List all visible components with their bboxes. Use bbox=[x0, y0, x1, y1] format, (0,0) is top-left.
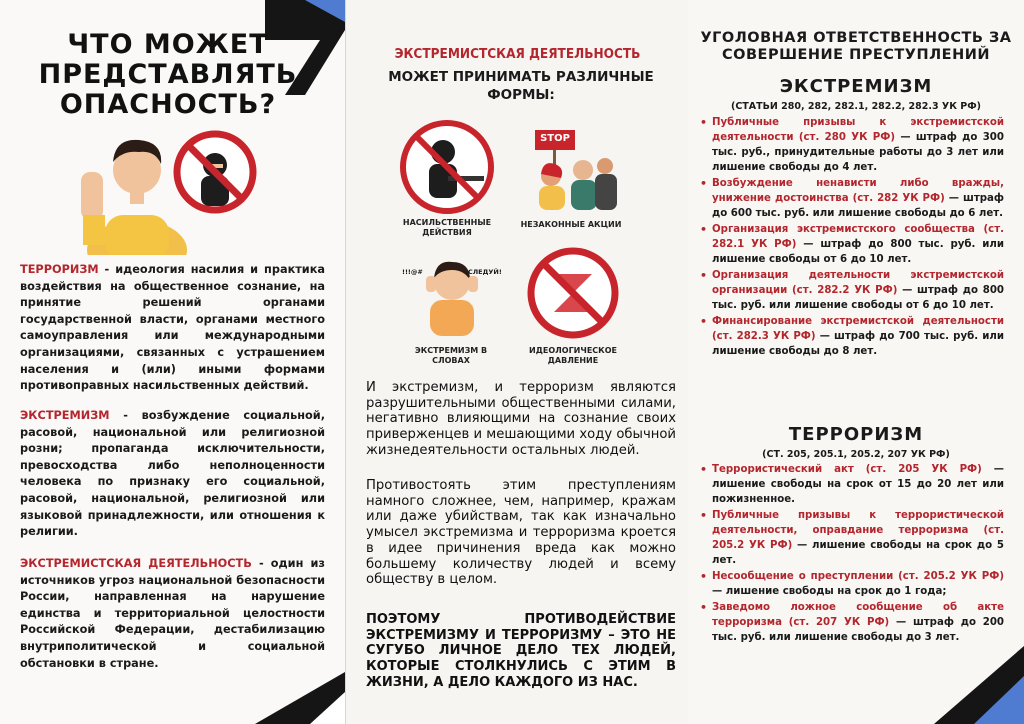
paragraph-counteraction: Противостоять этим преступлениям намного сложнее, чем, например, кражам или даже убийствам, так как изначально умысел экстремизма и терроризма кроется в идее причинения вреда как можно большему количеству людей и всему обществу в целом. bbox=[366, 478, 676, 588]
panel-left-title bbox=[34, 30, 302, 120]
speech-bubble-right: СЛЕДУЙ! bbox=[468, 268, 502, 276]
covering-ears-person-icon bbox=[404, 252, 499, 337]
penalty-text: — штраф до 800 тыс. руб. или лишение свободы от 6 до 10 лет. bbox=[712, 239, 1005, 265]
list-item: • Финансирование экстремистской деятельности (ст. 282.3 УК РФ) — штраф до 700 тыс. руб. или лишение свободы до 8 лет. bbox=[700, 315, 1004, 357]
panel-right bbox=[688, 0, 1024, 724]
liability-title: УГОЛОВНАЯ ОТВЕТСТВЕННОСТЬ ЗА СОВЕРШЕНИЕ ПРЕСТУПЛЕНИЙ bbox=[700, 30, 1012, 63]
paragraph-destructive-forces: И экстремизм, и терроризм являются разрушительными общественными силами, негативно влияющими на сознание своих приверженцев и мешающими ходу обычной жизнедеятельности остальных людей. bbox=[366, 380, 676, 458]
list-item: • Террористический акт (ст. 205 УК РФ) — лишение свободы на срок от 15 до 20 лет или пожизненное. bbox=[700, 463, 1004, 505]
definition-extremist-activity bbox=[20, 556, 325, 672]
penalty-text: — лишение свободы на срок от 15 до 20 лет или пожизненное. bbox=[712, 464, 1004, 505]
penalty-text: — штраф до 200 тыс. руб. или лишение свободы до 3 лет. bbox=[712, 617, 1004, 643]
stop-sign-label: STOP bbox=[540, 133, 570, 144]
definition-text: - идеология насилия и практика воздействия на общественное сознание, на принятие решений органами государственной власти, органами местного самоуправления или международными организациями, связанных с устрашением населения и (или) иными формами противоправных насильственных действий. bbox=[20, 263, 325, 393]
forms-heading-red: ЭКСТРЕМИСТСКАЯ ДЕЯТЕЛЬНОСТЬ bbox=[394, 46, 641, 62]
penalty-text: — лишение свободы на срок до 1 года; bbox=[712, 586, 947, 597]
forms-heading: МОЖЕТ ПРИНИМАТЬ РАЗЛИЧНЫЕ ФОРМЫ: bbox=[388, 69, 654, 103]
list-item: • Публичные призывы к террористической деятельности, оправдание терроризма (ст. 205.2 УК РФ) — лишение свободы на срок до 5 лет. bbox=[700, 509, 1004, 566]
offense-label: Финансирование экстремистской деятельности (ст. 282.3 УК РФ) bbox=[712, 316, 1004, 342]
speech-bubble-left: !!!@# bbox=[402, 268, 423, 276]
definition-extremism bbox=[20, 408, 325, 541]
corner-decoration-bottom-right bbox=[255, 672, 345, 724]
form-caption: ЭКСТРЕМИЗМ В СЛОВАХ bbox=[414, 346, 488, 365]
title-line: ПРЕДСТАВЛЯТЬ bbox=[38, 59, 298, 90]
term-label: ЭКСТРЕМИСТСКАЯ ДЕЯТЕЛЬНОСТЬ bbox=[20, 557, 252, 570]
terrorism-articles: (СТ. 205, 205.1, 205.2, 207 УК РФ) bbox=[762, 449, 950, 460]
form-caption: НЕЗАКОННЫЕ АКЦИИ bbox=[520, 220, 622, 229]
extremism-articles: (СТАТЬИ 280, 282, 282.1, 282.2, 282.3 УК РФ) bbox=[730, 101, 982, 112]
list-item: • Возбуждение ненависти либо вражды, унижение достоинства (ст. 282 УК РФ) — штраф до 600 тыс. руб. или лишение свободы до 6 лет. bbox=[700, 177, 1004, 219]
term-label: ТЕРРОРИЗМ bbox=[20, 263, 99, 276]
offense-label: Организация экстремистского сообщества (ст. 282.1 УК РФ) bbox=[712, 224, 1004, 250]
corner-decoration-bottom-right bbox=[934, 646, 1024, 724]
list-item: • Несообщение о преступлении (ст. 205.2 УК РФ) — лишение свободы на срок до 1 года; bbox=[700, 570, 1004, 597]
title-line: ЧТО МОЖЕТ bbox=[67, 29, 269, 60]
definition-text: - возбуждение социальной, расовой, национальной или религиозной розни; пропаганда исключительности, превосходства либо неполноценности человека по признаку его социальной, расовой, национальной, религиозной или языковой принадлежности, или отношения к религии. bbox=[20, 409, 325, 539]
offense-label: Заведомо ложное сообщение об акте терроризма (ст. 207 УК РФ) bbox=[712, 602, 1004, 628]
extremism-penalties-list bbox=[700, 115, 1004, 360]
panel-middle bbox=[345, 0, 690, 724]
penalty-text: — штраф до 700 тыс. руб. или лишение свободы до 8 лет. bbox=[712, 331, 1004, 357]
definition-text: - один из источников угроз национальной безопасности России, направленная на нарушение единства и территориальной целостности Российской Федерации, дестабилизацию внутриполитической и социальной обстановки в стране. bbox=[20, 557, 325, 670]
list-item: • Организация экстремистского сообщества (ст. 282.1 УК РФ) — штраф до 800 тыс. руб. или лишение свободы от 6 до 10 лет. bbox=[700, 223, 1005, 265]
definition-terrorism bbox=[20, 262, 325, 395]
form-caption: НАСИЛЬСТВЕННЫЕ ДЕЙСТВИЯ bbox=[402, 218, 492, 237]
offense-label: Публичные призывы к экстремистской деятельности (ст. 280 УК РФ) bbox=[712, 117, 1004, 143]
title-line: ОПАСНОСТЬ? bbox=[59, 89, 277, 120]
ban-armed-person-icon bbox=[398, 118, 496, 216]
offense-label: Несообщение о преступлении (ст. 205.2 УК РФ) bbox=[712, 571, 1004, 582]
extremism-heading: ЭКСТРЕМИЗМ bbox=[779, 76, 933, 97]
ban-ideology-icon bbox=[526, 246, 620, 340]
list-item: • Заведомо ложное сообщение об акте терроризма (ст. 207 УК РФ) — штраф до 200 тыс. руб. или лишение свободы до 3 лет. bbox=[700, 601, 1004, 643]
penalty-text: — штраф до 800 тыс. руб. или лишение свободы от 6 до 10 лет. bbox=[712, 285, 1004, 311]
offense-label: Публичные призывы к террористической деятельности, оправдание терроризма (ст. 205.2 УК РФ) bbox=[712, 510, 1004, 551]
offense-label: Организация деятельности экстремистской организации (ст. 282.2 УК РФ) bbox=[712, 270, 1004, 296]
stop-terrorism-illustration bbox=[75, 120, 260, 255]
paragraph-conclusion: ПОЭТОМУ ПРОТИВОДЕЙСТВИЕ ЭКСТРЕМИЗМУ И ТЕРРОРИЗМУ – ЭТО НЕ СУГУБО ЛИЧНОЕ ДЕЛО ТЕХ ЛЮДЕЙ, КОТОРЫЕ СТОЛКНУЛИСЬ С ЭТИМ В ЖИЗНИ, А ДЕЛО КАЖДОГО ИЗ НАС. bbox=[366, 612, 676, 690]
offense-label: Террористический акт (ст. 205 УК РФ) bbox=[712, 464, 982, 475]
form-caption: ИДЕОЛОГИЧЕСКОЕ ДАВЛЕНИЕ bbox=[529, 346, 617, 365]
list-item: • Организация деятельности экстремистской организации (ст. 282.2 УК РФ) — штраф до 800 тыс. руб. или лишение свободы от 6 до 10 лет. bbox=[700, 269, 1004, 311]
terrorism-heading: ТЕРРОРИЗМ bbox=[788, 424, 924, 445]
penalty-text: — штраф до 600 тыс. руб. или лишение свободы до 6 лет. bbox=[712, 193, 1004, 219]
list-item: • Публичные призывы к экстремистской деятельности (ст. 280 УК РФ) — штраф до 300 тыс. руб., принудительные работы до 3 лет или лишение свободы до 4 лет. bbox=[700, 116, 1004, 173]
penalty-text: — лишение свободы на срок до 5 лет. bbox=[712, 540, 1004, 566]
penalty-text: — штраф до 300 тыс. руб., принудительные работы до 3 лет или лишение свободы до 4 лет. bbox=[712, 132, 1004, 173]
term-label: ЭКСТРЕМИЗМ bbox=[20, 409, 110, 422]
offense-label: Возбуждение ненависти либо вражды, унижение достоинства (ст. 282 УК РФ) bbox=[712, 178, 1004, 204]
panel-left bbox=[0, 0, 345, 724]
terrorism-penalties-list bbox=[700, 462, 1004, 646]
